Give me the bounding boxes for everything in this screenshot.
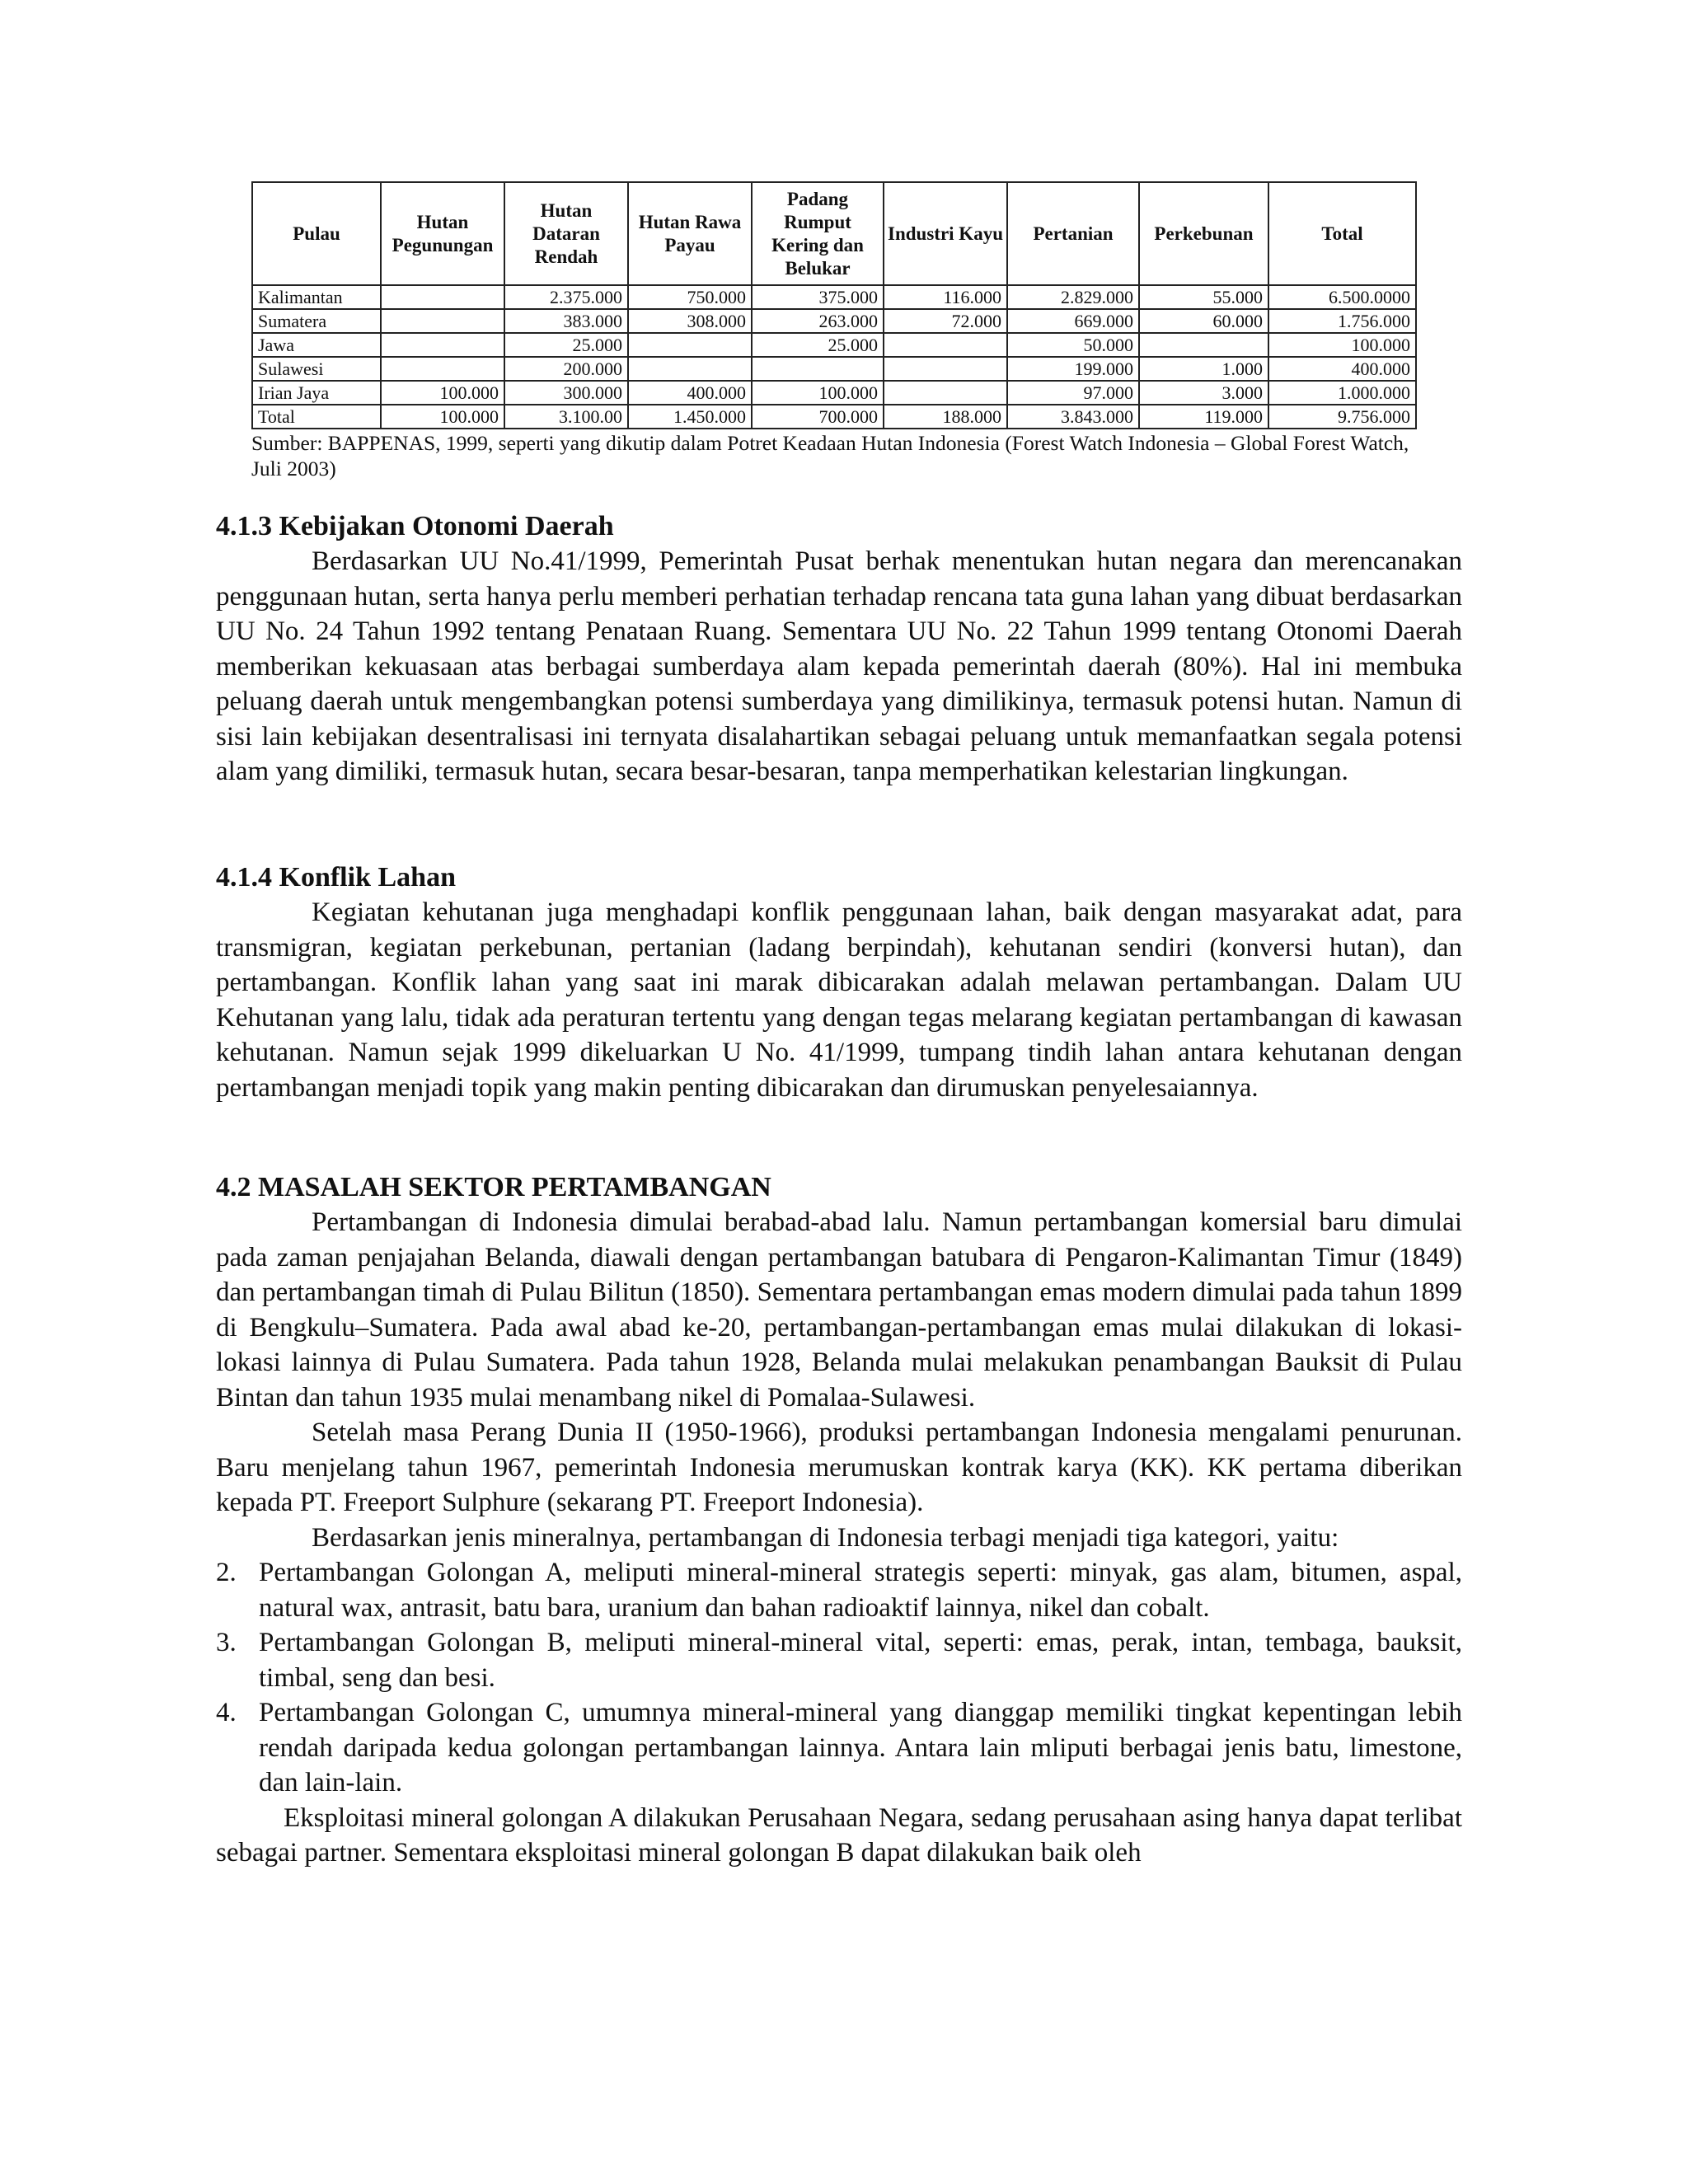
list-number: 2. [216, 1558, 237, 1587]
table-cell: 97.000 [1007, 381, 1139, 405]
table-header-row [252, 182, 1416, 285]
table-cell: 3.100.00 [504, 405, 628, 429]
table-cell: 2.375.000 [504, 285, 628, 309]
section-heading: 4.2 MASALAH SEKTOR PERTAMBANGAN [216, 1172, 771, 1202]
paragraph: Pertambangan di Indonesia dimulai berabad-abad lalu. Namun pertambangan komersial baru dimulai pada zaman penjajahan Belanda, diawali dengan pertambangan batubara di Pengaron-Kalimantan Timur (1849) dan pertambangan timah di Pulau Bilitun (1850). Sementara pertambangan emas modern dimulai pada tahun 1899 di Bengkulu–Sumatera. Pada awal abad ke-20, pertambangan-pertambangan emas mulai dilakukan di lokasi-lokasi lainnya di Pulau Sumatera. Pada tahun 1928, Belanda mulai melakukan penambangan Bauksit di Pulau Bintan dan tahun 1935 mulai menambang nikel di Pomalaa-Sulawesi. [216, 1207, 1462, 1413]
header-cell: Hutan Rawa Payau [628, 182, 752, 285]
list-item [216, 1695, 1462, 1801]
table-cell [884, 357, 1007, 381]
table-cell: 1.756.000 [1268, 309, 1416, 333]
table-cell [884, 333, 1007, 357]
table-cell [381, 309, 504, 333]
table-cell: 400.000 [628, 381, 752, 405]
header-cell: Industri Kayu [884, 182, 1007, 285]
table-cell: 199.000 [1007, 357, 1139, 381]
list-text: Pertambangan Golongan B, meliputi mineral-mineral vital, seperti: emas, perak, intan, tembaga, bauksit, timbal, seng dan besi. [259, 1628, 1462, 1693]
row-label: Sumatera [252, 309, 381, 333]
header-cell: Perkebunan [1139, 182, 1268, 285]
header-cell: Total [1268, 182, 1416, 285]
list-number: 4. [216, 1698, 237, 1727]
table-cell: 3.000 [1139, 381, 1268, 405]
table-cell: 50.000 [1007, 333, 1139, 357]
table-cell: 60.000 [1139, 309, 1268, 333]
table-cell: 100.000 [381, 381, 504, 405]
table-cell: 308.000 [628, 309, 752, 333]
table-cell: 188.000 [884, 405, 1007, 429]
header-cell: Pulau [252, 182, 381, 285]
table-cell: 100.000 [1268, 333, 1416, 357]
table-cell: 1.000.000 [1268, 381, 1416, 405]
header-cell: Hutan Dataran Rendah [504, 182, 628, 285]
section-konflik-lahan [216, 860, 1462, 1105]
table-row [252, 309, 1416, 333]
table-row [252, 285, 1416, 309]
table-cell: 72.000 [884, 309, 1007, 333]
list-item [216, 1555, 1462, 1625]
table-cell [1139, 333, 1268, 357]
table-cell: 400.000 [1268, 357, 1416, 381]
row-label: Kalimantan [252, 285, 381, 309]
land-use-table [251, 181, 1417, 429]
list-text: Pertambangan Golongan A, meliputi mineral-mineral strategis seperti: minyak, gas alam, bitumen, aspal, natural wax, antrasit, batu bara, uranium dan bahan radioaktif lainnya, nikel dan cobalt. [259, 1558, 1462, 1623]
section-otonomi-daerah [216, 509, 1462, 790]
paragraph: Berdasarkan jenis mineralnya, pertambangan di Indonesia terbagi menjadi tiga kategori, yaitu: [312, 1522, 1339, 1553]
table-cell: 9.756.000 [1268, 405, 1416, 429]
section-heading: 4.1.4 Konflik Lahan [216, 862, 456, 893]
row-label: Total [252, 405, 381, 429]
paragraph: Berdasarkan UU No.41/1999, Pemerintah Pusat berhak menentukan hutan negara dan merencanakan penggunaan hutan, serta hanya perlu memberi perhatian terhadap rencana tata guna lahan yang dibuat berdasarkan UU No. 24 Tahun 1992 tentang Penataan Ruang. Sementara UU No. 22 Tahun 1999 tentang Otonomi Daerah memberikan kekuasaan atas berbagai sumberdaya alam kepada pemerintah daerah (80%). Hal ini membuka peluang daerah untuk mengembangkan potensi sumberdaya yang dimilikinya, termasuk potensi hutan. Namun di sisi lain kebijakan desentralisasi ini ternyata disalahartikan sebagai peluang untuk memanfaatkan segala potensi alam yang dimiliki, termasuk hutan, secara besar-besaran, tanpa memperhatikan kelestarian lingkungan. [216, 546, 1462, 786]
table-cell [628, 333, 752, 357]
mineral-category-list [216, 1555, 1462, 1801]
table-cell: 750.000 [628, 285, 752, 309]
table-cell: 383.000 [504, 309, 628, 333]
table-cell: 55.000 [1139, 285, 1268, 309]
table-cell: 25.000 [752, 333, 884, 357]
table-row [252, 357, 1416, 381]
table-cell: 116.000 [884, 285, 1007, 309]
table-cell: 1.000 [1139, 357, 1268, 381]
table-cell [752, 357, 884, 381]
land-use-table-container [251, 181, 1415, 429]
table-cell: 25.000 [504, 333, 628, 357]
table-row-total [252, 405, 1416, 429]
paragraph: Kegiatan kehutanan juga menghadapi konflik penggunaan lahan, baik dengan masyarakat adat, para transmigran, kegiatan perkebunan, pertanian (ladang berpindah), kehutanan sendiri (konversi hutan), dan pertambangan. Konflik lahan yang saat ini marak dibicarakan adalah melawan pertambangan. Dalam UU Kehutanan yang lalu, tidak ada peraturan tertentu yang dengan tegas melarang kegiatan pertambangan di kawasan kehutanan. Namun sejak 1999 dikeluarkan U No. 41/1999, tumpang tindih lahan antara kehutanan dengan pertambangan menjadi topik yang makin penting dibicarakan dan dirumuskan penyelesaiannya. [216, 898, 1462, 1103]
table-cell: 100.000 [381, 405, 504, 429]
table-cell [381, 333, 504, 357]
table-cell: 2.829.000 [1007, 285, 1139, 309]
header-cell: Padang Rumput Kering dan Belukar [752, 182, 884, 285]
table-cell [884, 381, 1007, 405]
table-row [252, 333, 1416, 357]
row-label: Jawa [252, 333, 381, 357]
row-label: Sulawesi [252, 357, 381, 381]
table-cell [628, 357, 752, 381]
table-cell: 119.000 [1139, 405, 1268, 429]
paragraph: Eksploitasi mineral golongan A dilakukan Perusahaan Negara, sedang perusahaan asing hanya dapat terlibat sebagai partner. Sementara eksploitasi mineral golongan B dapat dilakukan baik oleh [216, 1802, 1462, 1868]
header-cell: Hutan Pegunungan [381, 182, 504, 285]
table-cell: 1.450.000 [628, 405, 752, 429]
section-pertambangan [216, 1170, 1462, 1871]
table-cell [381, 285, 504, 309]
list-text: Pertambangan Golongan C, umumnya mineral-mineral yang dianggap memiliki tingkat kepentingan lebih rendah daripada kedua golongan pertambangan lainnya. Antara lain mliputi berbagai jenis batu, limestone, dan lain-lain. [259, 1698, 1462, 1797]
table-cell: 700.000 [752, 405, 884, 429]
list-number: 3. [216, 1628, 237, 1657]
list-item [216, 1625, 1462, 1695]
section-heading: 4.1.3 Kebijakan Otonomi Daerah [216, 511, 614, 541]
table-cell: 200.000 [504, 357, 628, 381]
table-cell: 263.000 [752, 309, 884, 333]
table-cell: 375.000 [752, 285, 884, 309]
table-row [252, 381, 1416, 405]
table-cell: 3.843.000 [1007, 405, 1139, 429]
row-label: Irian Jaya [252, 381, 381, 405]
table-source-caption: Sumber: BAPPENAS, 1999, seperti yang dikutip dalam Potret Keadaan Hutan Indonesia (Forest Watch Indonesia – Global Forest Watch, Juli 2003) [251, 431, 1409, 480]
table-cell: 669.000 [1007, 309, 1139, 333]
paragraph: Setelah masa Perang Dunia II (1950-1966), produksi pertambangan Indonesia mengalami penurunan. Baru menjelang tahun 1967, pemerintah Indonesia merumuskan kontrak karya (KK). KK pertama diberikan kepada PT. Freeport Sulphure (sekarang PT. Freeport Indonesia). [216, 1418, 1462, 1517]
table-cell: 300.000 [504, 381, 628, 405]
header-cell: Pertanian [1007, 182, 1139, 285]
table-cell: 100.000 [752, 381, 884, 405]
table-cell [381, 357, 504, 381]
table-cell: 6.500.0000 [1268, 285, 1416, 309]
